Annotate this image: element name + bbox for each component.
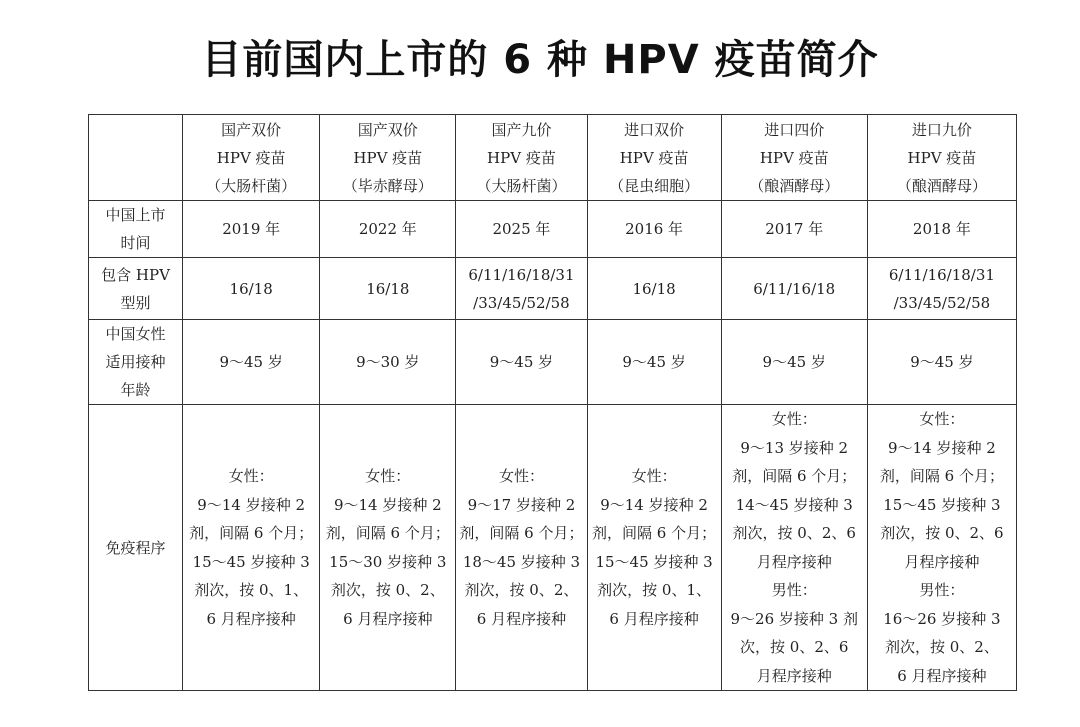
row-label-launch-date — [89, 201, 183, 258]
cell-line: 15～45 岁接种 3 — [595, 552, 713, 571]
cell-line: 剂，间隔 6 个月； — [879, 467, 1004, 485]
header-line: （酿酒酵母） — [749, 176, 840, 195]
cell-line: 男性： — [771, 581, 817, 599]
table-cell — [320, 258, 456, 320]
cell-line: 女性： — [228, 467, 274, 485]
schedule-cell — [320, 405, 456, 691]
table-cell — [183, 201, 320, 258]
column-header-vaccine-6 — [867, 115, 1016, 201]
table-cell — [721, 258, 867, 320]
cell-line: 女性： — [771, 410, 817, 428]
cell-line: 剂，间隔 6 个月； — [592, 524, 717, 542]
header-line: （大肠杆菌） — [476, 176, 567, 195]
table-cell — [456, 258, 587, 320]
header-line: 进口双价 — [624, 120, 685, 139]
page-title: 目前国内上市的 6 种 HPV 疫苗简介 — [201, 37, 879, 83]
cell-line: 9～14 岁接种 2 — [888, 438, 996, 457]
label-line: 型别 — [120, 293, 151, 312]
cell-line: 9～45 岁 — [762, 353, 826, 371]
header-line: （毕赤酵母） — [342, 176, 433, 195]
cell-line: /33/45/52/58 — [473, 293, 570, 312]
cell-line: 9～14 岁接种 2 — [600, 495, 708, 514]
cell-line: 2017 年 — [765, 220, 824, 238]
row-label-age-range — [89, 320, 183, 405]
cell-line: 女性： — [498, 467, 544, 485]
schedule-cell — [721, 405, 867, 691]
schedule-cell — [587, 405, 721, 691]
cell-line: 月程序接种 — [904, 552, 980, 571]
cell-line: 9～13 岁接种 2 — [740, 438, 849, 457]
cell-line: 剂次，按 0、2、 — [464, 581, 579, 599]
label-line: 中国女性 — [105, 325, 166, 343]
column-header-vaccine-2 — [320, 115, 456, 201]
label-line: 中国上市 — [105, 206, 166, 224]
header-line: HPV 疫苗 — [487, 148, 556, 167]
header-line: 进口四价 — [764, 120, 825, 139]
cell-line: 女性： — [365, 467, 411, 485]
cell-line: 剂，间隔 6 个月； — [732, 467, 857, 485]
table-row-schedule — [89, 405, 1017, 691]
cell-line: 剂次，按 0、2、6 — [880, 524, 1004, 542]
cell-line: 16/18 — [229, 279, 273, 298]
table-cell — [587, 201, 721, 258]
table-cell — [183, 320, 320, 405]
cell-line: 次，按 0、2、6 — [740, 638, 849, 656]
header-line: HPV 疫苗 — [759, 148, 829, 167]
table-cell — [721, 320, 867, 405]
table-cell — [867, 258, 1016, 320]
cell-line: 14～45 岁接种 3 — [735, 495, 853, 514]
cell-line: 2022 年 — [358, 220, 417, 238]
cell-line: 剂次，按 0、2、6 — [732, 524, 856, 542]
cell-line: 15～45 岁接种 3 — [883, 495, 1001, 514]
table-cell — [456, 201, 587, 258]
cell-line: 9～30 岁 — [356, 353, 420, 371]
cell-line: 剂，间隔 6 个月； — [325, 524, 450, 542]
table-cell — [867, 320, 1016, 405]
table-row-age-range — [89, 320, 1017, 405]
header-line: （酿酒酵母） — [896, 176, 987, 195]
cell-line: 16/18 — [632, 279, 676, 298]
cell-line: 剂次，按 0、1、 — [194, 581, 309, 599]
cell-line: 9～14 岁接种 2 — [333, 495, 442, 514]
cell-line: 6/11/16/18/31 — [468, 265, 575, 284]
cell-line: 月程序接种 — [756, 552, 832, 571]
label-line: 时间 — [120, 234, 151, 252]
column-header-vaccine-4 — [587, 115, 721, 201]
header-line: HPV 疫苗 — [907, 148, 977, 167]
table-cell — [320, 320, 456, 405]
cell-line: 9～14 岁接种 2 — [197, 495, 306, 514]
cell-line: 6/11/16/18 — [753, 279, 836, 298]
column-header-vaccine-1 — [183, 115, 320, 201]
cell-line: 16～26 岁接种 3 — [883, 609, 1001, 628]
table-header-row — [89, 115, 1017, 201]
cell-line: 月程序接种 — [756, 666, 832, 685]
row-label-schedule — [89, 405, 183, 691]
schedule-cell — [867, 405, 1016, 691]
cell-line: 15～30 岁接种 3 — [329, 552, 447, 571]
cell-line: /33/45/52/58 — [893, 293, 991, 312]
cell-line: 6 月程序接种 — [897, 666, 987, 685]
cell-line: 16/18 — [366, 279, 410, 298]
table-cell — [456, 320, 587, 405]
header-line: HPV 疫苗 — [353, 148, 423, 167]
cell-line: 9～45 岁 — [489, 353, 554, 371]
cell-line: 2025 年 — [492, 220, 551, 238]
header-line: 进口九价 — [911, 120, 972, 139]
cell-line: 6 月程序接种 — [343, 609, 433, 628]
column-header-vaccine-5 — [721, 115, 867, 201]
hpv-vaccine-table — [88, 114, 1017, 691]
table-row-launch-date — [89, 201, 1017, 258]
cell-line: 女性： — [631, 467, 677, 485]
column-header-vaccine-3 — [456, 115, 587, 201]
header-line: HPV 疫苗 — [619, 148, 689, 167]
cell-line: 剂，间隔 6 个月； — [189, 524, 314, 542]
row-label-hpv-types — [89, 258, 183, 320]
cell-line: 剂次，按 0、2、 — [330, 581, 445, 599]
header-line: （大肠杆菌） — [206, 176, 297, 195]
label-line: 包含 HPV — [101, 265, 170, 284]
cell-line: 6 月程序接种 — [206, 609, 296, 628]
table-cell — [867, 201, 1016, 258]
cell-line: 6 月程序接种 — [476, 609, 567, 628]
table-cell — [721, 201, 867, 258]
header-line: 国产九价 — [491, 120, 552, 139]
cell-line: 9～45 岁 — [622, 353, 686, 371]
table-cell — [587, 258, 721, 320]
header-line: 国产双价 — [221, 120, 282, 139]
cell-line: 6/11/16/18/31 — [888, 265, 995, 284]
schedule-cell — [456, 405, 587, 691]
label-line: 适用接种 — [105, 353, 166, 371]
label-line: 年龄 — [120, 381, 151, 399]
cell-line: 剂次，按 0、1、 — [597, 581, 712, 599]
schedule-cell — [183, 405, 320, 691]
header-line: HPV 疫苗 — [216, 148, 286, 167]
table-cell — [587, 320, 721, 405]
cell-line: 2016 年 — [625, 220, 684, 238]
header-line: （昆虫细胞） — [609, 176, 700, 195]
cell-line: 女性： — [919, 410, 965, 428]
header-line: 国产双价 — [357, 120, 418, 139]
cell-line: 剂次，按 0、2、 — [884, 638, 999, 656]
cell-line: 9～26 岁接种 3 剂 — [730, 609, 858, 628]
cell-line: 9～45 岁 — [910, 353, 974, 371]
cell-line: 6 月程序接种 — [609, 609, 699, 628]
cell-line: 18～45 岁接种 3 — [462, 552, 581, 571]
cell-line: 男性： — [919, 581, 965, 599]
cell-line: 剂，间隔 6 个月； — [459, 524, 584, 542]
label-line: 免疫程序 — [105, 538, 166, 557]
cell-line: 2019 年 — [222, 220, 281, 238]
table-cell — [183, 258, 320, 320]
table-cell — [320, 201, 456, 258]
cell-line: 9～45 岁 — [219, 353, 283, 371]
table-row-hpv-types — [89, 258, 1017, 320]
cell-line: 2018 年 — [912, 220, 971, 238]
corner-cell — [89, 115, 183, 201]
cell-line: 9～17 岁接种 2 — [467, 495, 576, 514]
cell-line: 15～45 岁接种 3 — [192, 552, 310, 571]
